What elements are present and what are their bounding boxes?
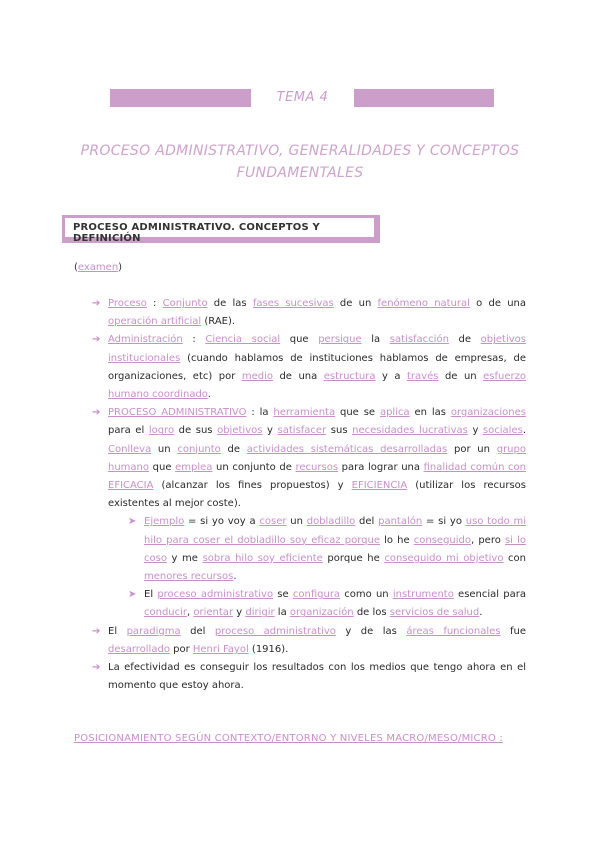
- term: conseguido mi objetivo: [384, 552, 504, 564]
- term: recursos: [295, 461, 339, 473]
- text: sus: [326, 425, 353, 437]
- text: y me: [166, 552, 203, 564]
- text: que: [149, 461, 176, 473]
- text: por un: [447, 443, 497, 455]
- term: Proceso: [108, 298, 147, 309]
- term: dirigir: [245, 607, 275, 619]
- examen-link[interactable]: examen: [77, 262, 119, 273]
- term: necesidades lucrativas: [352, 425, 468, 437]
- sub-bullet-proceso-configura: [92, 586, 526, 622]
- text: de: [448, 334, 481, 346]
- text: y a: [375, 370, 408, 382]
- text: que se: [335, 407, 380, 419]
- term: Conlleva: [108, 443, 152, 455]
- term: áreas funcionales: [406, 625, 501, 637]
- term: grupo humano: [108, 443, 526, 473]
- bullet-administracion: [92, 331, 526, 404]
- term: EFICIENCIA: [351, 480, 408, 492]
- term: satisfacción: [389, 334, 449, 346]
- term: proceso administrativo: [157, 589, 274, 601]
- term: sobra hilo soy eficiente: [202, 552, 323, 564]
- page-title: [70, 140, 530, 184]
- text: .: [479, 607, 483, 619]
- text: de una: [272, 370, 324, 382]
- text: fue: [500, 625, 527, 637]
- term: satisfacer: [277, 425, 327, 437]
- section-heading-box: [62, 215, 380, 243]
- arrow-right-icon: ➔: [92, 625, 101, 637]
- term: sociales: [482, 425, 523, 437]
- term: pantalón: [378, 516, 423, 528]
- term: conseguido: [413, 534, 472, 546]
- examen-note: [74, 262, 122, 273]
- text: .: [233, 571, 237, 583]
- term: orientar: [193, 607, 234, 619]
- bullet-proceso-administrativo: [92, 404, 526, 513]
- text: del: [355, 516, 379, 528]
- term: actividades sistemáticas desarrolladas: [246, 443, 448, 455]
- term: Ejemplo: [144, 516, 185, 528]
- triangle-right-icon: ➤: [128, 516, 137, 528]
- text: con: [503, 552, 526, 564]
- text: para el: [108, 425, 149, 437]
- text: o de una: [469, 298, 527, 309]
- term: proceso administrativo: [214, 625, 336, 637]
- tema-label: TEMA 4: [276, 90, 329, 105]
- term: PROCESO ADMINISTRATIVO: [108, 407, 247, 419]
- text: La efectividad es conseguir los resultados con los medios que tengo ahora en el momento que estoy ahora.: [108, 662, 526, 692]
- term: logro: [148, 425, 175, 437]
- term: Henri Fayol: [192, 643, 249, 655]
- section-heading: PROCESO ADMINISTRATIVO. CONCEPTOS Y DEFINICIÓN: [73, 222, 320, 244]
- term: finalidad común con EFICACIA: [108, 461, 526, 492]
- term: fases sucesivas: [252, 298, 334, 309]
- text: de las: [207, 298, 253, 309]
- text: de un: [333, 298, 378, 309]
- page-title-line-2: FUNDAMENTALES: [236, 165, 364, 181]
- term: esfuerzo humano coordinado: [108, 370, 526, 401]
- text: por: [169, 643, 193, 655]
- text: y: [467, 425, 483, 437]
- term: través: [407, 370, 439, 382]
- text: de un: [438, 370, 484, 382]
- term: estructura: [323, 370, 376, 382]
- text: un: [151, 443, 178, 455]
- term: Administración: [108, 334, 183, 346]
- arrow-right-icon: ➔: [92, 662, 101, 674]
- page-title-line-1: PROCESO ADMINISTRATIVO, GENERALIDADES Y CONCEPTOS: [80, 143, 520, 159]
- bullet-paradigma: [92, 623, 526, 659]
- term: desarrollado: [108, 643, 170, 655]
- text: :: [146, 298, 163, 309]
- sub-bullet-ejemplo: [92, 513, 526, 586]
- text: y: [262, 425, 278, 437]
- term: configura: [292, 589, 341, 601]
- text: y: [233, 607, 246, 619]
- term: conjunto: [177, 443, 221, 455]
- text: , pero: [471, 534, 505, 546]
- term: medio: [241, 370, 273, 382]
- examen-open: (: [74, 262, 78, 273]
- tema-banner: [110, 89, 494, 107]
- term: instrumento: [392, 589, 454, 601]
- arrow-right-icon: ➔: [92, 407, 101, 419]
- examen-close: ): [118, 262, 123, 273]
- term: persigue: [318, 334, 362, 346]
- text: se: [273, 589, 293, 601]
- arrow-right-icon: ➔: [92, 334, 101, 346]
- text: : la: [246, 407, 274, 419]
- bullet-efectividad: [92, 659, 526, 695]
- text: (RAE).: [201, 316, 236, 328]
- text: = si yo voy a: [184, 516, 260, 528]
- term: servicios de salud: [389, 607, 480, 619]
- text: .: [522, 425, 527, 437]
- text: = si yo: [422, 516, 466, 528]
- text: :: [182, 334, 206, 346]
- bullet-list: [92, 295, 526, 695]
- term: coser: [259, 516, 287, 528]
- term: emplea: [175, 461, 213, 473]
- term: operación artificial: [108, 316, 202, 328]
- term: Conjunto: [162, 298, 208, 309]
- text: y de las: [335, 625, 407, 637]
- term: conducir: [144, 607, 188, 619]
- text: que: [280, 334, 319, 346]
- term: organizaciones: [450, 407, 526, 419]
- term: organización: [289, 607, 354, 619]
- text: de: [220, 443, 247, 455]
- text: un: [286, 516, 307, 528]
- text: porque he: [322, 552, 385, 564]
- text: como un: [340, 589, 393, 601]
- text: El: [108, 625, 127, 637]
- text: la: [274, 607, 290, 619]
- next-section-heading: POSICIONAMIENTO SEGÚN CONTEXTO/ENTORNO Y NIVELES MACRO/MESO/MICRO :: [74, 733, 503, 744]
- text: .: [207, 389, 211, 401]
- arrow-right-icon: ➔: [92, 298, 101, 309]
- term: aplica: [379, 407, 410, 419]
- term: objetivos institucionales: [108, 334, 526, 364]
- term: objetivos: [217, 425, 263, 437]
- text: del: [180, 625, 215, 637]
- triangle-right-icon: ➤: [128, 589, 137, 601]
- tema-bar-right: [354, 89, 494, 107]
- text: de sus: [174, 425, 218, 437]
- bullet-proceso: [92, 295, 526, 331]
- term: paradigma: [126, 625, 181, 637]
- text: (utilizar los recursos existentes al mejor coste).: [108, 480, 526, 510]
- tema-bar-left: [110, 89, 251, 107]
- term: fenómeno natural: [377, 298, 470, 309]
- text: (cuando hablamos de instituciones hablamos de empresas, de organizaciones, etc) por: [108, 352, 526, 382]
- text: un conjunto de: [212, 461, 296, 473]
- term: uso todo mi hilo para coser el dobladillo soy eficaz porque: [144, 516, 526, 546]
- text: para lograr una: [338, 461, 424, 473]
- term: si lo coso: [144, 534, 526, 564]
- text: la: [361, 334, 390, 346]
- text: (alcanzar los fines propuestos) y: [153, 480, 352, 492]
- text: en las: [409, 407, 451, 419]
- term: Ciencia social: [205, 334, 281, 346]
- text: ,: [187, 607, 194, 619]
- term: menores recursos: [144, 571, 234, 583]
- term: dobladillo: [306, 516, 356, 528]
- text: El: [144, 589, 158, 601]
- text: lo he: [379, 534, 414, 546]
- text: esencial para: [453, 589, 527, 601]
- term: herramienta: [273, 407, 336, 419]
- text: (1916).: [248, 643, 289, 655]
- text: de los: [353, 607, 390, 619]
